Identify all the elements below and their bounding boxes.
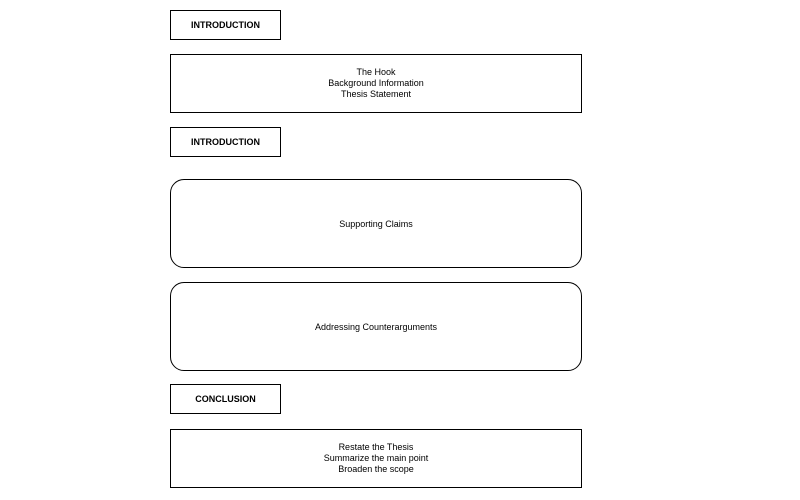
body-header-box (170, 127, 281, 157)
supporting-claims-label: Supporting Claims (339, 218, 413, 229)
introduction-header-box (170, 10, 281, 40)
introduction-header-label: INTRODUCTION (191, 20, 260, 30)
intro-line-background: Background Information (328, 78, 424, 88)
body-header-label: INTRODUCTION (191, 137, 260, 147)
counterarguments-box (170, 282, 582, 371)
conclusion-line-restate: Restate the Thesis (338, 442, 414, 452)
intro-line-thesis: Thesis Statement (340, 89, 412, 99)
supporting-claims-box (170, 179, 582, 268)
conclusion-header-label: CONCLUSION (195, 394, 256, 404)
conclusion-content-box (170, 429, 582, 488)
conclusion-header-box (170, 384, 281, 414)
introduction-content-box (170, 54, 582, 113)
conclusion-line-broaden: Broaden the scope (338, 464, 414, 474)
conclusion-line-summarize: Summarize the main point (323, 453, 429, 463)
counterarguments-label: Addressing Counterarguments (314, 321, 438, 332)
intro-line-hook: The Hook (356, 67, 396, 77)
